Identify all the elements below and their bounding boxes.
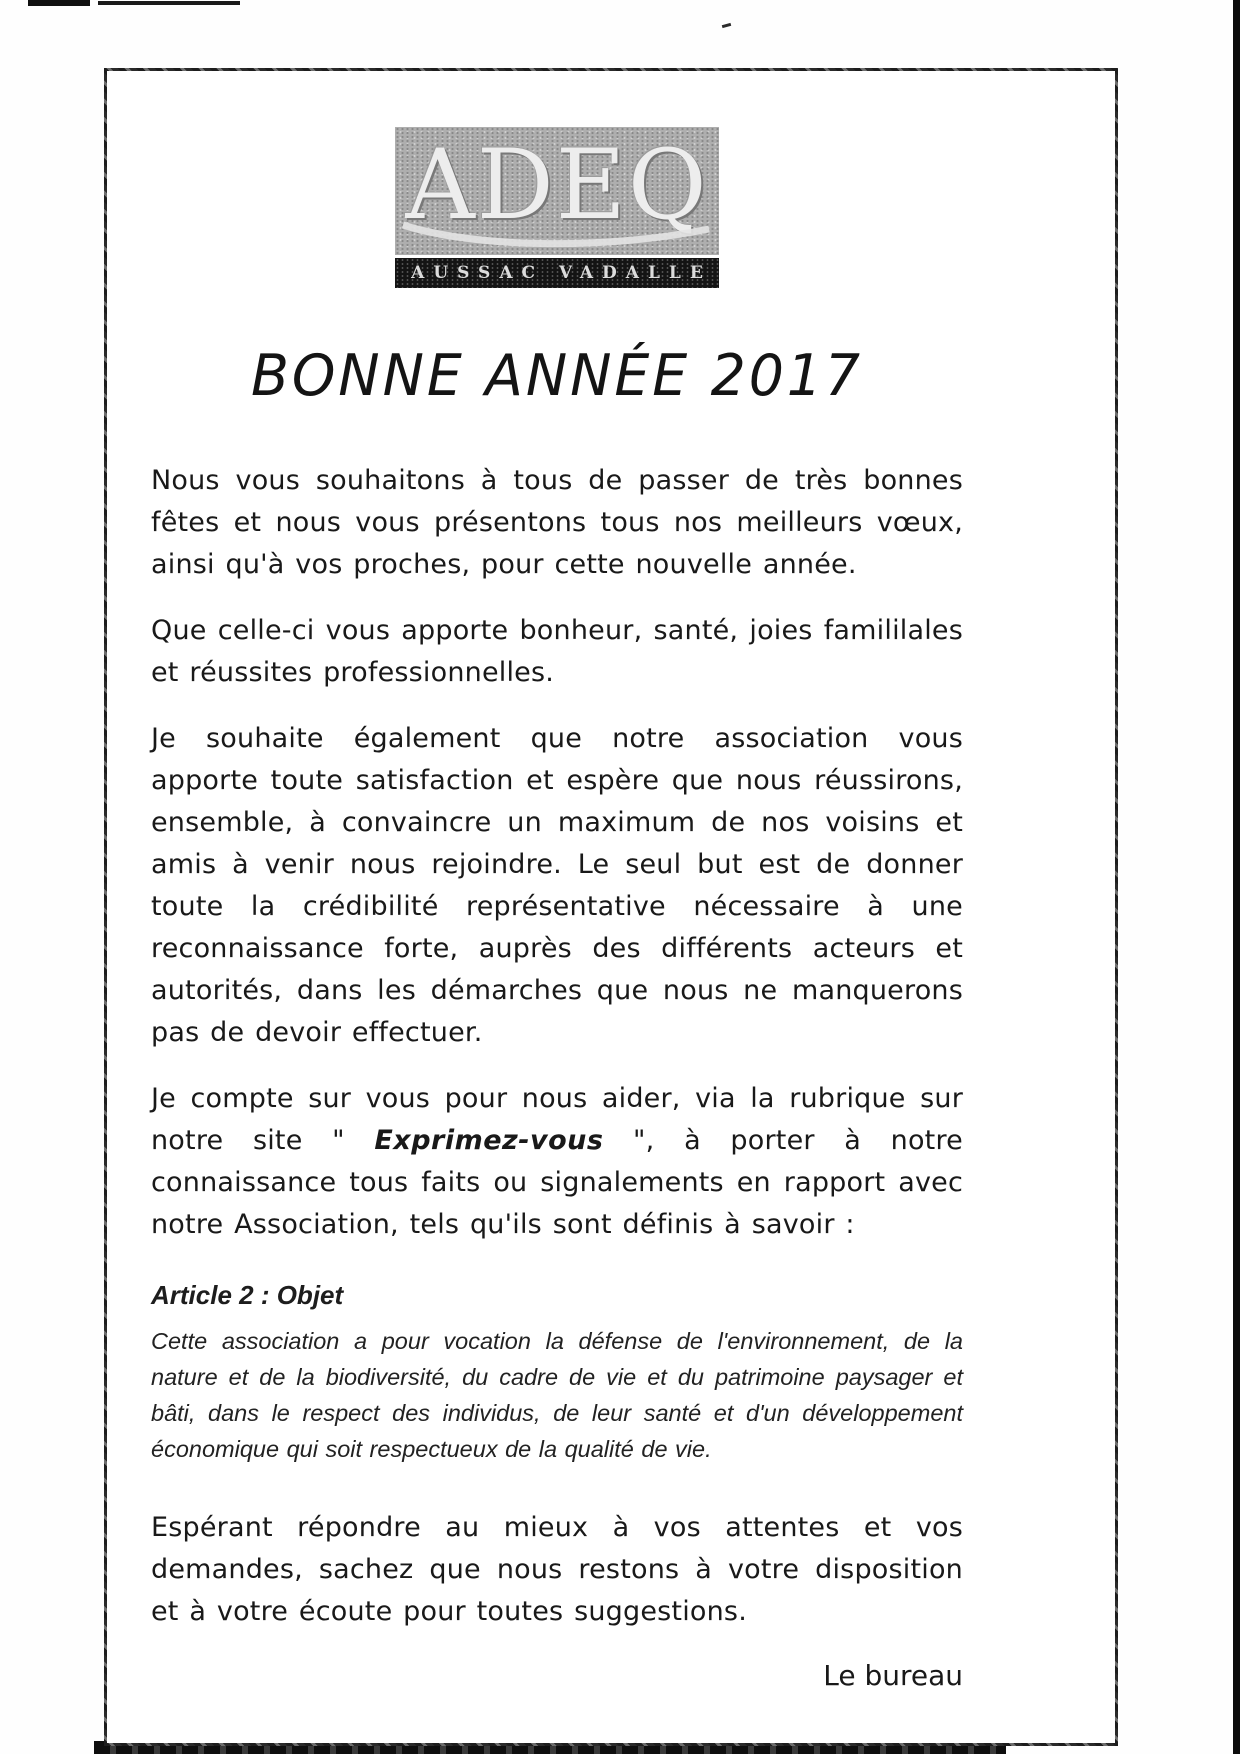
scan-artifact-right-edge: [1233, 0, 1240, 1754]
association-paragraph: Je souhaite également que notre association vous apporte toute satisfaction et espère que nous réussirons, ensemble, à convaincre un maximum de nos voisins et amis à venir nous rejoindre. Le seul but est de donner toute la crédibilité représentative nécessaire à une reconnaissance forte, auprès des différents acteurs et autorités, dans les démarches que nous ne manquerons pas de devoir effectuer.: [151, 723, 963, 1049]
greeting-paragraph: Nous vous souhaitons à tous de passer de très bonnes fêtes et nous vous présentons tous nos meilleurs vœux, ainsi qu'à vos proches, pour cette nouvelle année.: [151, 465, 963, 581]
exprimez-vous-emphasis: Exprimez-vous: [374, 1125, 604, 1157]
call-to-action-paragraph: [151, 1078, 963, 1246]
page-border-frame: [104, 68, 1118, 1746]
adeq-logo-banner: AUSSAC VADALLE: [395, 258, 719, 288]
closing-paragraph: Espérant répondre au mieux à vos attentes et vos demandes, sachez que nous restons à votre disposition et à votre écoute pour toutes suggestions.: [151, 1512, 963, 1628]
cta-text-before: Je compte sur vous pour nous aider, via la rubrique sur notre site ": [151, 1083, 963, 1157]
wishes-paragraph: Que celle-ci vous apporte bonheur, santé, joies famililales et réussites professionnelles.: [151, 615, 963, 689]
article-section: [151, 1280, 963, 1467]
adeq-logo: [395, 127, 719, 288]
page-title: BONNE ANNÉE 2017: [251, 343, 863, 409]
adeq-logo-acronym: ADEQ: [405, 129, 709, 241]
adeq-logo-box: [395, 127, 719, 255]
scan-speck: [722, 23, 731, 28]
cta-text-after: ", à porter à notre connaissance tous faits ou signalements en rapport avec notre Association, tels qu'ils sont définis à savoir :: [151, 1125, 963, 1241]
signature: Le bureau: [823, 1659, 963, 1693]
scan-artifact-dash: [98, 1, 240, 5]
logo-swoosh-icon: [401, 217, 713, 253]
article-body: Cette association a pour vocation la défense de l'environnement, de la nature et de la biodiversité, du cadre de vie et du patrimoine paysager et bâti, dans le respect des individus, de leur santé et d'un développement économique qui soit respectueux de la qualité de vie.: [151, 1328, 963, 1463]
scan-artifact-dash: [28, 0, 90, 6]
article-heading: Article 2 : Objet: [151, 1280, 344, 1311]
